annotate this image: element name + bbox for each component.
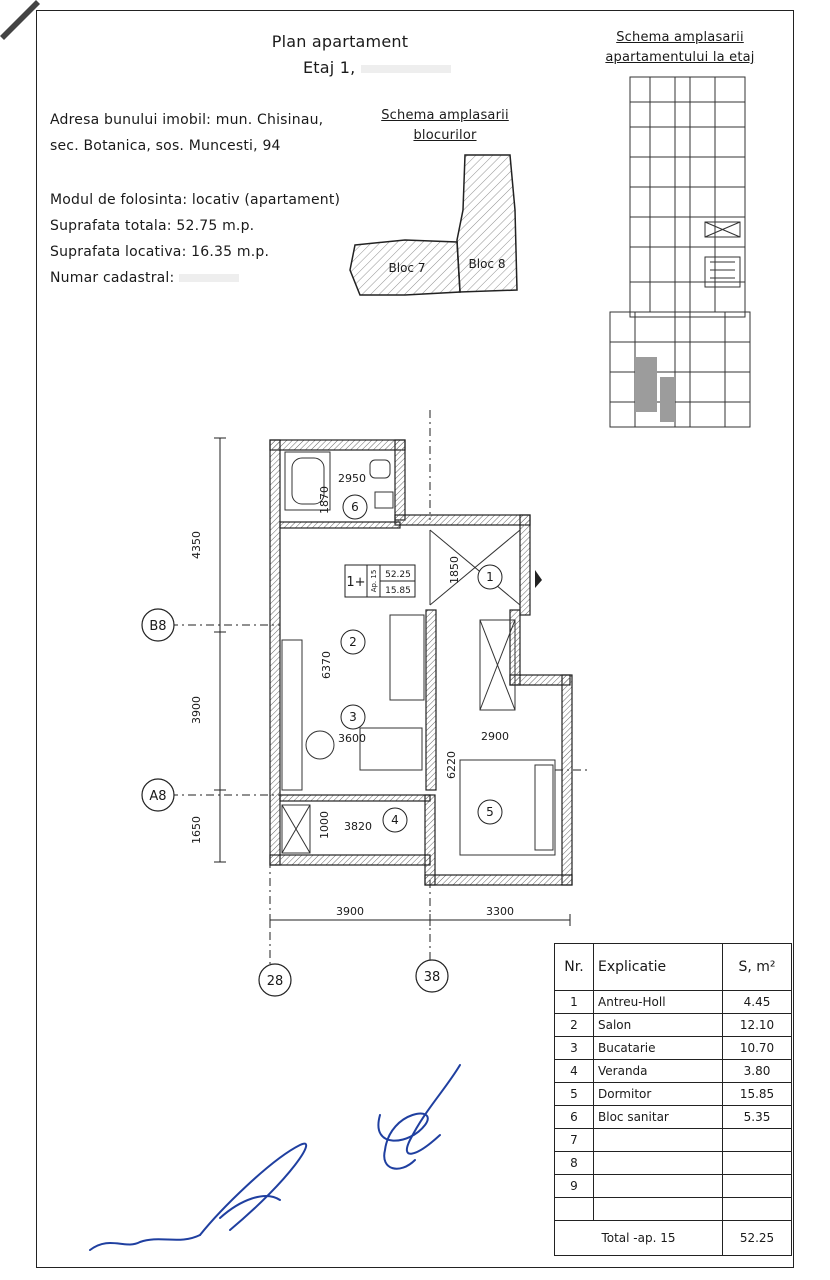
legend-cell: 4.45 bbox=[723, 991, 792, 1014]
page-title: Plan apartament bbox=[271, 32, 409, 51]
axis-b-label: B8 bbox=[149, 619, 167, 634]
legend-cell: 4 bbox=[555, 1060, 594, 1083]
legend-cell: 12.10 bbox=[723, 1014, 792, 1037]
legend-cell bbox=[594, 1129, 723, 1152]
legend-header-explicatie: Explicatie bbox=[594, 944, 723, 991]
stamp-area-living: 15.85 bbox=[385, 586, 411, 596]
floor-plan bbox=[130, 410, 600, 1000]
address-line-1: Adresa bunului imobil: mun. Chisinau, bbox=[50, 112, 324, 128]
legend-cell: 5 bbox=[555, 1083, 594, 1106]
floor-scheme-title-2: apartamentului la etaj bbox=[605, 50, 755, 65]
legend-cell: Dormitor bbox=[594, 1083, 723, 1106]
legend-total-label: Total -ap. 15 bbox=[555, 1221, 723, 1256]
dim-3820: 3820 bbox=[344, 820, 372, 833]
legend-row bbox=[555, 1060, 792, 1083]
legend-cell: Bucatarie bbox=[594, 1037, 723, 1060]
dim-1650: 1650 bbox=[190, 816, 203, 844]
legend-cell: Salon bbox=[594, 1014, 723, 1037]
legend-row bbox=[555, 1129, 792, 1152]
legend-cell bbox=[594, 1152, 723, 1175]
room-4-number: 4 bbox=[391, 813, 399, 827]
dim-6220: 6220 bbox=[445, 751, 458, 779]
legend-row bbox=[555, 1014, 792, 1037]
floor-label-text: Etaj 1, bbox=[303, 58, 356, 77]
dim-2950: 2950 bbox=[338, 472, 366, 485]
room-6-number: 6 bbox=[351, 500, 359, 514]
floor-label bbox=[303, 58, 451, 77]
dim-1850: 1850 bbox=[448, 556, 461, 584]
legend-cell bbox=[555, 1198, 594, 1221]
legend-total-row bbox=[555, 1221, 792, 1256]
room-3-number: 3 bbox=[349, 710, 357, 724]
legend-cell: 15.85 bbox=[723, 1083, 792, 1106]
legend-cell bbox=[594, 1198, 723, 1221]
apartment-highlight bbox=[635, 357, 657, 412]
address-line-2: sec. Botanica, sos. Muncesti, 94 bbox=[50, 138, 281, 154]
legend-row bbox=[555, 991, 792, 1014]
legend-cell: 10.70 bbox=[723, 1037, 792, 1060]
cadastral-label: Numar cadastral: bbox=[50, 270, 175, 286]
bloc8-outline bbox=[457, 155, 517, 292]
stamp-area-total: 52.25 bbox=[385, 570, 411, 580]
stamp-ap: Ap. 15 bbox=[370, 569, 378, 593]
legend-total-value: 52.25 bbox=[723, 1221, 792, 1256]
stamp-rooms: 1+ bbox=[346, 575, 366, 590]
legend-table bbox=[554, 943, 792, 1256]
legend-header-nr: Nr. bbox=[555, 944, 594, 991]
legend-row bbox=[555, 1106, 792, 1129]
room-2-number: 2 bbox=[349, 635, 357, 649]
living-area: Suprafata locativa: 16.35 m.p. bbox=[50, 244, 270, 260]
legend-cell: 8 bbox=[555, 1152, 594, 1175]
legend-cell bbox=[723, 1175, 792, 1198]
axis-3-label: 38 bbox=[423, 970, 441, 985]
legend-cell bbox=[723, 1129, 792, 1152]
bloc8-label: Bloc 8 bbox=[468, 257, 506, 271]
cadastral-number bbox=[50, 270, 239, 286]
legend-cell: 5.35 bbox=[723, 1106, 792, 1129]
room-5-number: 5 bbox=[486, 805, 494, 819]
axis-2-label: 28 bbox=[266, 974, 284, 989]
legend-cell: 1 bbox=[555, 991, 594, 1014]
legend-cell: 3.80 bbox=[723, 1060, 792, 1083]
legend-cell: Antreu-Holl bbox=[594, 991, 723, 1014]
dim-1870: 1870 bbox=[318, 486, 331, 514]
signature bbox=[80, 1050, 500, 1270]
legend-cell: 6 bbox=[555, 1106, 594, 1129]
blocks-scheme-title-1: Schema amplasarii bbox=[381, 108, 509, 123]
legend-row bbox=[555, 1198, 792, 1221]
dim-2900: 2900 bbox=[481, 730, 509, 743]
legend-row bbox=[555, 1083, 792, 1106]
room-1-number: 1 bbox=[486, 570, 494, 584]
corner-mark bbox=[0, 0, 40, 40]
legend-header-row bbox=[555, 944, 792, 991]
legend-cell: 2 bbox=[555, 1014, 594, 1037]
blocks-scheme-diagram bbox=[345, 150, 525, 300]
dim-6370: 6370 bbox=[320, 651, 333, 679]
legend-cell: Veranda bbox=[594, 1060, 723, 1083]
dim-4350: 4350 bbox=[190, 531, 203, 559]
usage-mode: Modul de folosinta: locativ (apartament) bbox=[50, 192, 341, 208]
dim-3600: 3600 bbox=[338, 732, 366, 745]
floor-scheme-title-1: Schema amplasarii bbox=[616, 30, 744, 45]
redaction-mark bbox=[361, 65, 451, 73]
redaction-mark bbox=[179, 274, 239, 282]
dim-3300: 3300 bbox=[486, 905, 514, 918]
entrance-arrow-icon bbox=[535, 570, 542, 588]
blocks-scheme-title-2: blocurilor bbox=[413, 128, 477, 143]
legend-cell bbox=[594, 1175, 723, 1198]
floor-scheme-diagram bbox=[605, 72, 765, 434]
legend-cell bbox=[723, 1198, 792, 1221]
legend-cell: 3 bbox=[555, 1037, 594, 1060]
legend-row bbox=[555, 1037, 792, 1060]
legend-cell: 7 bbox=[555, 1129, 594, 1152]
legend-cell: Bloc sanitar bbox=[594, 1106, 723, 1129]
dim-3900-h: 3900 bbox=[336, 905, 364, 918]
legend-row bbox=[555, 1152, 792, 1175]
legend-cell: 9 bbox=[555, 1175, 594, 1198]
bloc7-label: Bloc 7 bbox=[388, 261, 426, 275]
total-area: Suprafata totala: 52.75 m.p. bbox=[50, 218, 255, 234]
axis-a-label: A8 bbox=[149, 789, 167, 804]
legend-row bbox=[555, 1175, 792, 1198]
dim-1000: 1000 bbox=[318, 811, 331, 839]
dim-3900-v: 3900 bbox=[190, 696, 203, 724]
legend-header-area: S, m² bbox=[723, 944, 792, 991]
legend-cell bbox=[723, 1152, 792, 1175]
